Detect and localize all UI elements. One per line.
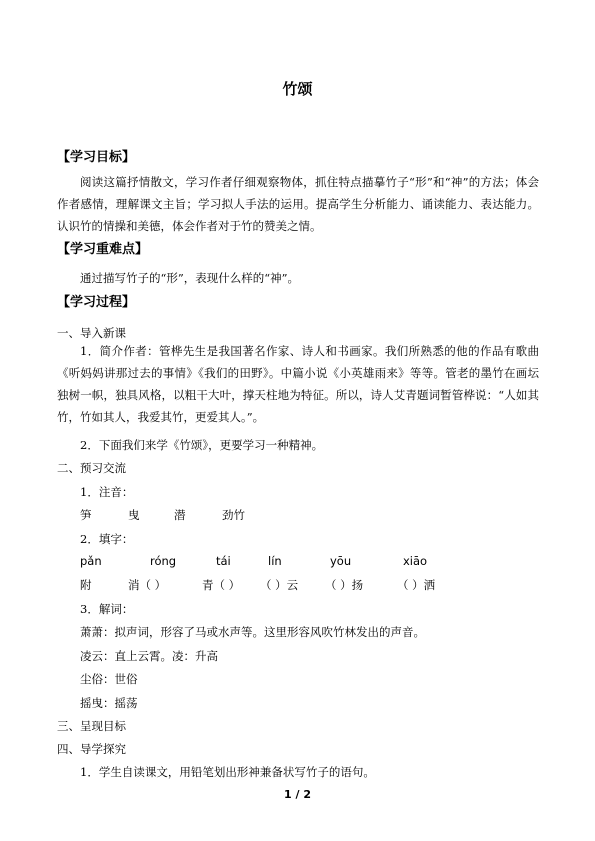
page-number: 1 / 2 — [284, 788, 311, 801]
section-heading-key: 【学习重难点】 — [57, 242, 149, 257]
fill-label: 2．填字： — [80, 532, 134, 546]
phonetic-word: 笋 — [80, 508, 92, 522]
pinyin-syllable: pǎn — [80, 554, 102, 568]
part1-heading: 一、导入新课 — [57, 326, 126, 340]
pinyin-syllable: xiāo — [403, 554, 428, 568]
phonetic-label: 1．注音： — [80, 485, 134, 499]
key-paragraph: 通过描写竹子的“形”，表现什么样的“神”。 — [80, 271, 300, 285]
fill-blank: （ ）洒 — [397, 578, 436, 592]
fill-blank: 青（ ） — [202, 578, 241, 592]
explanation-item: 凌云：直上云霄。凌：升高 — [80, 649, 218, 663]
section-heading-goal: 【学习目标】 — [57, 150, 136, 165]
phonetic-words-row — [0, 507, 595, 523]
explanation-item: 摇曳：摇荡 — [80, 696, 138, 710]
pinyin-row — [0, 553, 595, 569]
part2-heading: 二、预习交流 — [57, 461, 126, 475]
fill-blank: （ ）扬 — [325, 578, 364, 592]
fill-blanks-row — [0, 577, 595, 593]
explain-label: 3．解词： — [80, 602, 134, 616]
explanation-item: 尘俗：世俗 — [80, 672, 138, 686]
pinyin-syllable: róng — [150, 554, 177, 568]
phonetic-word: 曳 — [128, 508, 140, 522]
part4-item1: 1．学生自读课文，用铅笔划出形神兼备状写竹子的语句。 — [80, 765, 375, 779]
pinyin-syllable: lín — [268, 554, 282, 568]
fill-blank: 附 — [80, 578, 92, 592]
fill-blank: （ ）云 — [260, 578, 299, 592]
pinyin-syllable: yōu — [330, 554, 352, 568]
goal-paragraph: 阅读这篇抒情散文，学习作者仔细观察物体，抓住特点描摹竹子“形”和“神”的方法；体会作者感情，理解课文主旨；学习拟人手法的运用。提高学生分析能力、诵读能力、表达能力。认识竹的情操和美德，体会作者对于竹的赞美之情。 — [57, 175, 539, 233]
pinyin-syllable: tái — [216, 554, 231, 568]
section-heading-process: 【学习过程】 — [57, 295, 136, 310]
phonetic-word: 潜 — [174, 508, 186, 522]
part1-item1: 1．简介作者：管桦先生是我国著名作家、诗人和书画家。我们所熟悉的他的作品有歌曲《听妈妈讲那过去的事情》《我们的田野》。中篇小说《小英雄雨来》等等。管老的墨竹在画坛独树一帜，独具风格，以粗干大叶，撑天柱地为特征。所以，诗人艾青题词暂管桦说：“人如其竹，竹如其人，我爱其竹，更爱其人。”。 — [57, 344, 539, 424]
explanation-item: 萧萧：拟声词，形容了马或水声等。这里形容风吹竹林发出的声音。 — [80, 625, 425, 639]
document-title: 竹颂 — [282, 80, 313, 98]
part4-heading: 四、导学探究 — [57, 742, 126, 756]
part1-item2: 2．下面我们来学《竹颂》，更要学习一种精神。 — [80, 438, 324, 452]
fill-blank: 消（ ） — [128, 578, 167, 592]
part3-heading: 三、呈现目标 — [57, 719, 126, 733]
phonetic-word: 劲竹 — [222, 508, 245, 522]
